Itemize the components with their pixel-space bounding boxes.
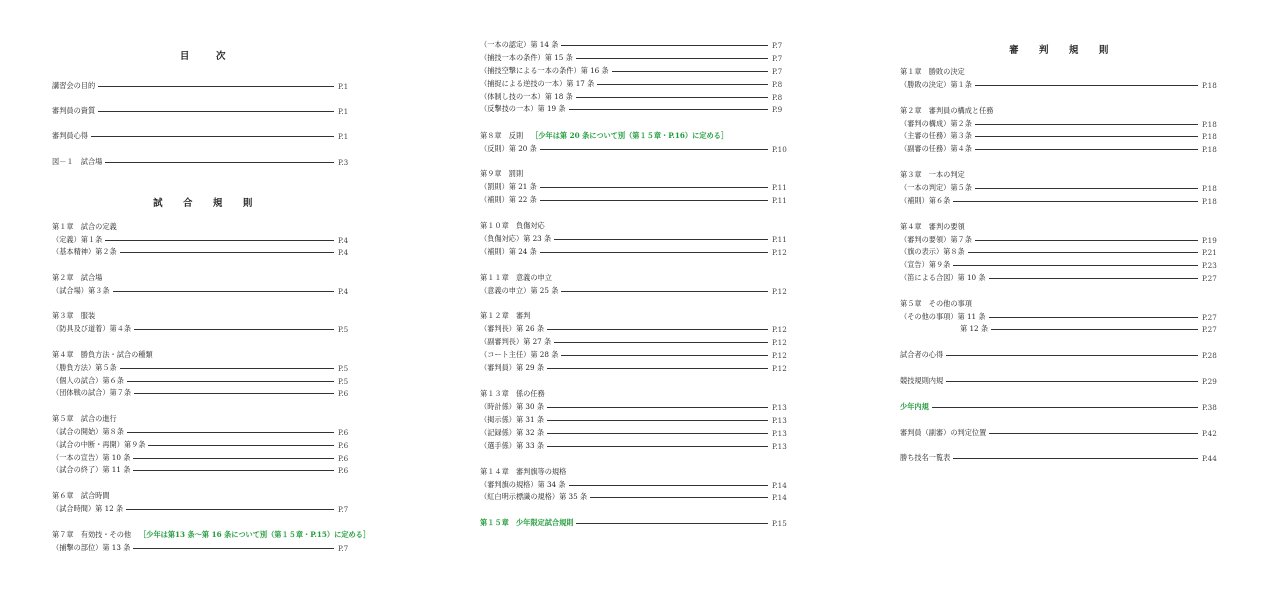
entry-page: P.18 xyxy=(1202,196,1217,206)
entry-label: （意義の申立）第 25 条 xyxy=(480,286,559,295)
toc-entry[interactable] xyxy=(480,234,796,244)
entry-label: （時計係）第 30 条 xyxy=(480,402,545,411)
toc-entry[interactable] xyxy=(900,131,1226,141)
leader-line xyxy=(98,86,334,87)
section-heading-judging: 審 判 規 則 xyxy=(1009,45,1117,56)
chapter-title: 第７章 有効技・その他 xyxy=(52,530,132,539)
entry-label: （紅白明示標識の規格）第 35 条 xyxy=(480,492,588,501)
leader-line xyxy=(569,109,768,110)
entry-label: （反則）第 20 条 xyxy=(480,144,537,153)
entry-label: （反撃技の一本）第 19 条 xyxy=(480,104,566,113)
toc-entry[interactable] xyxy=(900,376,1226,386)
entry-page: P.11 xyxy=(772,182,787,192)
entry-page: P.12 xyxy=(772,350,787,360)
chapter-title: 第３章 一本の判定 xyxy=(900,170,965,179)
entry-page: P.9 xyxy=(772,104,783,114)
leader-line xyxy=(561,355,768,356)
entry-page: P.12 xyxy=(772,286,787,296)
entry-label: （審判旗の規格）第 34 条 xyxy=(480,480,566,489)
entry-page: P.11 xyxy=(772,195,787,205)
entry-page: P.5 xyxy=(338,376,349,386)
entry-page: P.7 xyxy=(338,543,349,553)
entry-page: P.5 xyxy=(338,324,349,334)
chapter-title: 第９章 罰則 xyxy=(480,169,524,178)
entry-label: （補則）第 24 条 xyxy=(480,247,537,256)
entry-page: P.19 xyxy=(1202,235,1217,245)
leader-line xyxy=(597,84,768,85)
toc-entry[interactable] xyxy=(52,235,362,245)
toc-entry[interactable] xyxy=(480,286,796,296)
leader-line xyxy=(989,433,1198,434)
entry-page: P.28 xyxy=(1202,350,1217,360)
entry-page: P.18 xyxy=(1202,80,1217,90)
entry-label: 審判員の資質 xyxy=(52,106,96,115)
entry-label: （試合の中断・再開）第９条 xyxy=(52,440,146,449)
entry-label: （掲示係）第 31 条 xyxy=(480,415,545,424)
entry-label: （一本の判定）第５条 xyxy=(900,183,972,192)
entry-page: P.7 xyxy=(772,40,783,50)
leader-line xyxy=(540,187,768,188)
leader-line xyxy=(547,368,768,369)
chapter-title: 第４章 勝負方法・試合の種類 xyxy=(52,350,153,359)
entry-page: P.27 xyxy=(1202,312,1217,322)
entry-page: P.4 xyxy=(338,247,349,257)
toc-entry[interactable] xyxy=(52,465,362,475)
leader-line xyxy=(126,509,334,510)
leader-line xyxy=(134,329,334,330)
leader-line xyxy=(133,470,334,471)
entry-label: （一本の宣告）第 10 条 xyxy=(52,453,131,462)
entry-page: P.12 xyxy=(772,247,787,257)
leader-line xyxy=(127,432,334,433)
entry-label: 講習会の目的 xyxy=(52,81,96,90)
entry-page: P.1 xyxy=(338,106,349,116)
entry-label: 競技規則内規 xyxy=(900,376,944,385)
toc-entry[interactable] xyxy=(52,427,362,437)
entry-label: （定義）第１条 xyxy=(52,235,103,244)
entry-page: P.7 xyxy=(772,66,783,76)
entry-label: 勝ち技名一覧表 xyxy=(900,453,951,462)
leader-line xyxy=(133,548,334,549)
entry-label: （団体戦の試合）第７条 xyxy=(52,388,132,397)
toc-entry[interactable] xyxy=(480,402,796,412)
leader-line xyxy=(148,445,334,446)
toc-entry[interactable] xyxy=(900,453,1226,463)
toc-entry[interactable] xyxy=(52,543,362,553)
leader-line xyxy=(127,381,334,382)
section-heading-rules: 試 合 規 則 xyxy=(153,198,261,209)
leader-line xyxy=(133,458,334,459)
toc-entry[interactable] xyxy=(480,337,796,347)
toc-entry[interactable] xyxy=(480,415,796,425)
entry-label: （審判長）第 26 条 xyxy=(480,324,545,333)
leader-line xyxy=(953,201,1198,202)
entry-page: P.8 xyxy=(772,92,783,102)
toc-entry[interactable] xyxy=(52,504,362,514)
chapter-title: 第５章 その他の事項 xyxy=(900,299,972,308)
toc-entry[interactable] xyxy=(52,81,362,91)
entry-page: P.23 xyxy=(1202,260,1217,270)
leader-line xyxy=(547,420,768,421)
leader-line xyxy=(113,291,334,292)
entry-page: P.29 xyxy=(1202,376,1217,386)
entry-label: （捕技空撃による一本の条件）第 16 条 xyxy=(480,66,609,75)
toc-entry[interactable] xyxy=(480,66,796,76)
entry-label: （記録係）第 32 条 xyxy=(480,428,545,437)
entry-page: P.10 xyxy=(772,144,787,154)
toc-entry[interactable] xyxy=(900,312,1226,322)
leader-line xyxy=(975,136,1198,137)
entry-page: P.6 xyxy=(338,388,349,398)
toc-entry[interactable] xyxy=(900,350,1226,360)
chapter-title: 第１章 試合の定義 xyxy=(52,222,117,231)
entry-page: P.13 xyxy=(772,428,787,438)
toc-entry-chapter-15[interactable] xyxy=(480,518,796,528)
chapter-title: 第８章 反則 xyxy=(480,131,524,140)
entry-label: （試合場）第３条 xyxy=(52,286,110,295)
leader-line xyxy=(554,342,768,343)
entry-label: （審判員）第 29 条 xyxy=(480,363,545,372)
entry-page: P.12 xyxy=(772,337,787,347)
leader-line xyxy=(91,136,334,137)
chapter-note: ［少年は第 20 条について別（第１５章・P.16）に定める］ xyxy=(531,131,729,140)
entry-label: （基本精神）第２条 xyxy=(52,247,117,256)
leader-line xyxy=(953,458,1198,459)
toc-entry[interactable] xyxy=(480,53,796,63)
chapter-title: 第６章 試合時間 xyxy=(52,491,110,500)
leader-line xyxy=(547,329,768,330)
toc-entry[interactable] xyxy=(900,247,1226,257)
toc-entry[interactable] xyxy=(480,79,796,89)
leader-line xyxy=(569,485,768,486)
leader-line xyxy=(561,291,768,292)
entry-label: （コート主任）第 28 条 xyxy=(480,350,559,359)
toc-entry[interactable] xyxy=(480,144,796,154)
entry-label: 第１５章 少年限定試合規則 xyxy=(480,518,574,527)
chapter-title: 第１２章 審判 xyxy=(480,311,531,320)
toc-entry[interactable] xyxy=(480,247,796,257)
entry-label: 試合者の心得 xyxy=(900,350,944,359)
toc-entry[interactable] xyxy=(52,453,362,463)
toc-entry[interactable] xyxy=(900,183,1226,193)
leader-line xyxy=(612,71,768,72)
toc-entry[interactable] xyxy=(480,441,796,451)
toc-entry[interactable] xyxy=(480,324,796,334)
leader-line xyxy=(105,240,334,241)
leader-line xyxy=(946,355,1198,356)
chapter-title: 第１１章 意義の申立 xyxy=(480,273,552,282)
chapter-title: 第１３章 係の任務 xyxy=(480,389,545,398)
toc-entry[interactable] xyxy=(480,480,796,490)
entry-page: P.27 xyxy=(1202,273,1217,283)
entry-page: P.18 xyxy=(1202,144,1217,154)
entry-label: （勝敗の決定）第１条 xyxy=(900,80,972,89)
leader-line xyxy=(120,368,334,369)
entry-page: P.5 xyxy=(338,363,349,373)
entry-page: P.11 xyxy=(772,234,787,244)
entry-page: P.7 xyxy=(338,504,349,514)
entry-label: （その他の事項）第 11 条 xyxy=(900,312,986,321)
entry-page: P.12 xyxy=(772,324,787,334)
toc-entry[interactable] xyxy=(900,144,1226,154)
entry-label: （個人の試合）第６条 xyxy=(52,376,124,385)
chapter-title: 第３章 服装 xyxy=(52,311,96,320)
toc-entry[interactable] xyxy=(900,324,1226,334)
toc-entry[interactable] xyxy=(900,119,1226,129)
entry-page: P.14 xyxy=(772,492,787,502)
entry-label: （試合時間）第 12 条 xyxy=(52,504,124,513)
entry-label: （審判の構成）第２条 xyxy=(900,119,972,128)
toc-entry[interactable] xyxy=(900,260,1226,270)
leader-line xyxy=(975,85,1198,86)
chapter-title: 第１章 勝敗の決定 xyxy=(900,67,965,76)
toc-entry[interactable] xyxy=(52,106,362,116)
entry-page: P.21 xyxy=(1202,247,1217,257)
entry-page: P.18 xyxy=(1202,183,1217,193)
leader-line xyxy=(120,252,334,253)
leader-line xyxy=(991,329,1198,330)
entry-page: P.1 xyxy=(338,131,349,141)
leader-line xyxy=(105,162,334,163)
leader-line xyxy=(554,239,768,240)
entry-label: （捕技一本の条件）第 15 条 xyxy=(480,53,573,62)
entry-page: P.6 xyxy=(338,453,349,463)
leader-line xyxy=(946,381,1198,382)
entry-label: （勝負方法）第５条 xyxy=(52,363,117,372)
toc-entry[interactable] xyxy=(480,492,796,502)
leader-line xyxy=(590,497,768,498)
toc-entry[interactable] xyxy=(480,195,796,205)
toc-entry[interactable] xyxy=(900,273,1226,283)
toc-entry[interactable] xyxy=(480,428,796,438)
chapter-title: 第１０章 負傷対応 xyxy=(480,221,545,230)
entry-page: P.27 xyxy=(1202,324,1217,334)
leader-line xyxy=(953,265,1198,266)
entry-page: P.6 xyxy=(338,465,349,475)
toc-entry-youth-rules[interactable] xyxy=(900,402,1226,412)
entry-page: P.12 xyxy=(772,363,787,373)
entry-page: P.7 xyxy=(772,53,783,63)
toc-entry[interactable] xyxy=(52,247,362,257)
toc-entry[interactable] xyxy=(900,80,1226,90)
entry-label: （防具及び道着）第４条 xyxy=(52,324,132,333)
toc-entry[interactable] xyxy=(52,157,362,167)
leader-line xyxy=(968,252,1198,253)
toc-entry[interactable] xyxy=(52,440,362,450)
entry-page: P.18 xyxy=(1202,131,1217,141)
entry-label: （副審判長）第 27 条 xyxy=(480,337,552,346)
entry-label: （一本の認定）第 14 条 xyxy=(480,40,559,49)
chapter-title: 第５章 試合の進行 xyxy=(52,414,117,423)
entry-label: 少年内規 xyxy=(900,402,929,411)
chapter-title: 第２章 試合場 xyxy=(52,273,103,282)
leader-line xyxy=(547,446,768,447)
toc-entry[interactable] xyxy=(480,40,796,50)
entry-label: 審判員心得 xyxy=(52,131,88,140)
leader-line xyxy=(547,433,768,434)
leader-line xyxy=(975,149,1198,150)
entry-page: P.42 xyxy=(1202,428,1217,438)
entry-label: （負傷対応）第 23 条 xyxy=(480,234,552,243)
entry-page: P.3 xyxy=(338,157,349,167)
chapter-title: 第１４章 審判旗等の規格 xyxy=(480,467,567,476)
toc-entry[interactable] xyxy=(52,376,362,386)
chapter-title-with-note xyxy=(480,131,796,141)
chapter-title: 第４章 審判の要領 xyxy=(900,222,965,231)
chapter-title: 第２章 審判員の構成と任務 xyxy=(900,106,994,115)
entry-label: 審判員（副審）の判定位置 xyxy=(900,428,987,437)
entry-label: （試合の開始）第８条 xyxy=(52,427,124,436)
entry-label: 第 12 条 xyxy=(960,324,989,333)
entry-label: （選手係）第 33 条 xyxy=(480,441,545,450)
entry-label: 図－１ 試合場 xyxy=(52,157,103,166)
entry-page: P.1 xyxy=(338,81,349,91)
entry-page: P.13 xyxy=(772,402,787,412)
toc-entry[interactable] xyxy=(480,92,796,102)
leader-line xyxy=(134,393,334,394)
toc-heading: 目 次 xyxy=(179,51,235,62)
toc-entry[interactable] xyxy=(52,131,362,141)
leader-line xyxy=(540,252,768,253)
chapter-title-with-note xyxy=(52,530,371,540)
leader-line xyxy=(975,240,1198,241)
entry-label: （体制し技の一本）第 18 条 xyxy=(480,92,573,101)
entry-page: P.6 xyxy=(338,427,349,437)
entry-label: （旗の表示）第８条 xyxy=(900,247,965,256)
entry-label: （主審の任務）第３条 xyxy=(900,131,972,140)
entry-page: P.13 xyxy=(772,441,787,451)
leader-line xyxy=(540,149,768,150)
entry-label: （捕捉による逆技の一本）第 17 条 xyxy=(480,79,595,88)
entry-page: P.18 xyxy=(1202,119,1217,129)
toc-entry[interactable] xyxy=(52,388,362,398)
entry-label: （罰則）第 21 条 xyxy=(480,182,537,191)
leader-line xyxy=(975,124,1198,125)
entry-label: （試合の終了）第 11 条 xyxy=(52,465,131,474)
leader-line xyxy=(576,58,768,59)
entry-page: P.4 xyxy=(338,286,349,296)
entry-label: （副審の任務）第４条 xyxy=(900,144,972,153)
leader-line xyxy=(98,111,334,112)
toc-entry[interactable] xyxy=(900,196,1226,206)
chapter-note: ［少年は第13 条～第 16 条について別（第１５章・P.15）に定める］ xyxy=(139,530,371,539)
leader-line xyxy=(576,97,768,98)
entry-label: （宣告）第９条 xyxy=(900,260,951,269)
entry-page: P.15 xyxy=(772,518,787,528)
leader-line xyxy=(989,278,1198,279)
entry-page: P.4 xyxy=(338,235,349,245)
toc-entry[interactable] xyxy=(480,363,796,373)
leader-line xyxy=(989,317,1198,318)
toc-entry[interactable] xyxy=(900,235,1226,245)
toc-entry[interactable] xyxy=(52,324,362,334)
entry-page: P.38 xyxy=(1202,402,1217,412)
entry-page: P.8 xyxy=(772,79,783,89)
toc-entry[interactable] xyxy=(480,182,796,192)
entry-label: （審判の要領）第７条 xyxy=(900,235,972,244)
toc-entry[interactable] xyxy=(480,350,796,360)
leader-line xyxy=(540,200,768,201)
entry-label: （捕撃の部位）第 13 条 xyxy=(52,543,131,552)
leader-line xyxy=(547,407,768,408)
toc-entry[interactable] xyxy=(52,286,362,296)
entry-label: （補則）第 22 条 xyxy=(480,195,537,204)
leader-line xyxy=(975,188,1198,189)
entry-page: P.44 xyxy=(1202,453,1217,463)
toc-entry[interactable] xyxy=(480,104,796,114)
leader-line xyxy=(561,45,768,46)
entry-label: （笛による合図）第 10 条 xyxy=(900,273,986,282)
entry-page: P.13 xyxy=(772,415,787,425)
leader-line xyxy=(576,523,768,524)
entry-page: P.6 xyxy=(338,440,349,450)
entry-label: （補則）第６条 xyxy=(900,196,951,205)
toc-entry[interactable] xyxy=(900,428,1226,438)
leader-line xyxy=(932,407,1198,408)
entry-page: P.14 xyxy=(772,480,787,490)
toc-entry[interactable] xyxy=(52,363,362,373)
